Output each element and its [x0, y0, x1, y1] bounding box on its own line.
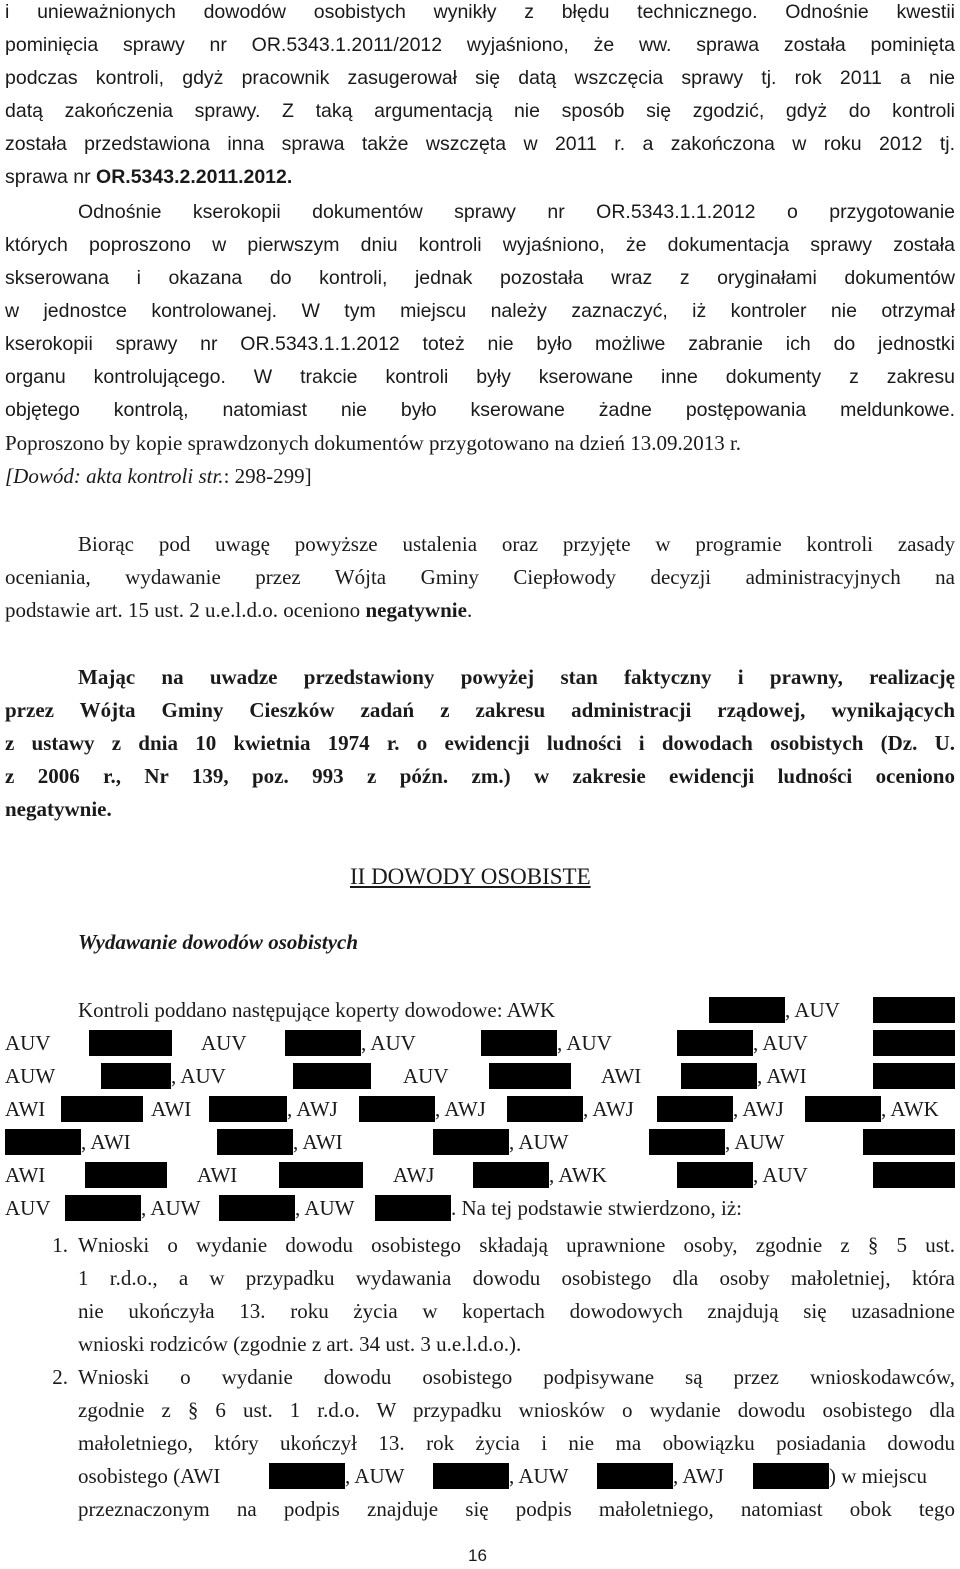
redaction-box [873, 1162, 955, 1188]
redaction-box [359, 1096, 435, 1122]
redaction-box [649, 1129, 725, 1155]
text-fragment: , AWJ [733, 1097, 784, 1121]
redaction-box [657, 1096, 733, 1122]
text-fragment: , AWJ [673, 1464, 724, 1488]
redaction-box [677, 1162, 753, 1188]
text-fragment: Kontroli poddano następujące koperty dowodowe: AWK [78, 998, 556, 1022]
text-fragment: , AUV [753, 1031, 808, 1055]
text-line: i unieważnionych dowodów osobistych wynikły z błędu technicznego. Odnośnie kwestii [5, 1, 955, 23]
evidence-reference [5, 464, 955, 488]
text-line: z 2006 r., Nr 139, poz. 993 z późn. zm.) w zakresie ewidencji ludności oceniono [5, 764, 955, 788]
text-line: Odnośnie kserokopii dokumentów sprawy nr OR.5343.1.1.2012 o przygotowanie [78, 201, 955, 223]
text-line: przeznaczonym na podpis znajduje się podpis małoletniego, natomiast obok tego [78, 1497, 955, 1521]
text-fragment: AUW [5, 1064, 56, 1088]
text-fragment: AWI [197, 1163, 238, 1187]
subsection-heading: Wydawanie dowodów osobistych [78, 930, 359, 954]
text-fragment: AUV [5, 1031, 51, 1055]
list-number: 1. [52, 1233, 68, 1257]
text-line: wnioski rodziców (zgodnie z art. 34 ust. 3 u.e.l.d.o.). [78, 1332, 522, 1356]
redaction-box [279, 1162, 363, 1188]
text-line: objętego kontrolą, natomiast nie było kserowane żadne postępowania meldunkowe. [5, 399, 955, 421]
text-fragment: AWI [5, 1097, 46, 1121]
list-number: 2. [52, 1365, 68, 1389]
text-fragment: , AUW [509, 1464, 569, 1488]
redaction-box [433, 1463, 509, 1489]
redaction-box [873, 1030, 955, 1056]
text-fragment: . Na tej podstawie stwierdzono, iż: [451, 1196, 743, 1220]
text-line: Poproszono by kopie sprawdzonych dokumentów przygotowano na dzień 13.09.2013 r. [5, 431, 742, 455]
text-line: w jednostce kontrolowanej. W tym miejscu należy zaznaczyć, iż kontroler nie otrzymał [5, 300, 955, 322]
text-fragment: , AUW [725, 1130, 785, 1154]
redaction-box [5, 1129, 81, 1155]
redaction-box [805, 1096, 881, 1122]
text-fragment: AUV [5, 1196, 51, 1220]
paragraph-photocopies [5, 200, 955, 440]
redacted-row [5, 1030, 955, 1056]
redaction-box [863, 1129, 955, 1155]
redaction-box [489, 1063, 571, 1089]
paragraph-assessment [5, 532, 955, 622]
text-fragment: , AWK [549, 1163, 607, 1187]
text-fragment: podstawie art. 15 ust. 2 u.e.l.d.o. oceniono [5, 598, 366, 622]
evidence-italic: [Dowód: akta kontroli str. [5, 464, 224, 488]
case-number-bold: OR.5343.2.2011.2012. [96, 166, 293, 188]
paragraph-evidence [5, 431, 955, 491]
redaction-box [61, 1096, 143, 1122]
redaction-box [219, 1195, 295, 1221]
text-line: Mając na uwadze przedstawiony powyżej stan faktyczny i prawny, realizację [78, 665, 955, 689]
redaction-box [481, 1030, 557, 1056]
text-line: zgodnie z § 6 ust. 1 r.d.o. W przypadku wniosków o wydanie dowodu osobistego dla [78, 1398, 955, 1422]
text-fragment: , AWJ [287, 1097, 338, 1121]
text-line: pominięcia sprawy nr OR.5343.1.2011/2012 wyjaśniono, że ww. sprawa została pominięta [5, 34, 955, 56]
redaction-box [65, 1195, 141, 1221]
text-fragment: , AWI [757, 1064, 807, 1088]
redacted-row [5, 1162, 955, 1188]
redaction-box [285, 1030, 361, 1056]
redaction-box [101, 1063, 171, 1089]
text-fragment: , AUV [171, 1064, 226, 1088]
text-line: datą zakończenia sprawy. Z taką argumentacją nie sposób się zgodzić, gdyż do kontroli [5, 100, 955, 122]
redaction-box [85, 1162, 167, 1188]
text-fragment: , AUW [141, 1196, 201, 1220]
text-fragment: , AWI [81, 1130, 131, 1154]
text-fragment: AWI [5, 1163, 46, 1187]
text-fragment: , AUV [361, 1031, 416, 1055]
text-fragment: , AWK [881, 1097, 939, 1121]
text-line: Wnioski o wydanie dowodu osobistego składają uprawnione osoby, zgodnie z § 5 ust. [78, 1233, 955, 1257]
redaction-box [507, 1096, 583, 1122]
text-fragment: AUV [201, 1031, 247, 1055]
rating-bold: negatywnie [365, 598, 467, 622]
redaction-box [709, 997, 785, 1023]
text-line: oceniania, wydawanie przez Wójta Gminy Ciepłowody decyzji administracyjnych na [5, 565, 955, 589]
list-item [5, 1233, 955, 1363]
redaction-box [89, 1030, 172, 1056]
text-fragment: AWI [151, 1097, 192, 1121]
text-fragment: AWI [601, 1064, 642, 1088]
redaction-box [269, 1463, 345, 1489]
redaction-box [375, 1195, 451, 1221]
page-number: 16 [468, 1546, 487, 1565]
text-line: 1 r.d.o., a w przypadku wydawania dowodu osobistego dla osoby małoletniej, która [78, 1266, 955, 1290]
redaction-box [677, 1030, 753, 1056]
text-fragment: , AWJ [435, 1097, 486, 1121]
redacted-row [5, 1129, 955, 1155]
text-line: przez Wójta Gminy Cieszków zadań z zakresu administracji rządowej, wynikających [5, 698, 955, 722]
text-line: których poproszono w pierwszym dniu kontroli wyjaśniono, że dokumentacja sprawy została [5, 234, 955, 256]
text-fragment: , AUV [785, 998, 840, 1022]
text-line: z ustawy z dnia 10 kwietnia 1974 r. o ewidencji ludności i dowodach osobistych (Dz. U. [5, 731, 955, 755]
evidence-pages: : 298-299] [223, 464, 312, 488]
redaction-box [597, 1463, 673, 1489]
text-line: kserokopii sprawy nr OR.5343.1.1.2012 toteż nie było możliwe zabranie ich do jednostki [5, 333, 955, 355]
text-fragment: , AUV [557, 1031, 612, 1055]
text-fragment: , AWI [293, 1130, 343, 1154]
text-line: organu kontrolującego. W trakcie kontroli były kserowane inne dokumenty z zakresu [5, 366, 955, 388]
section-heading: II DOWODY OSOBISTE [350, 864, 591, 889]
redacted-row [5, 1063, 955, 1089]
text-line [5, 165, 955, 189]
redaction-box [293, 1063, 371, 1089]
text-fragment: , AUW [295, 1196, 355, 1220]
list-item [5, 1365, 955, 1535]
redaction-box [681, 1063, 757, 1089]
paragraph-conclusion [5, 665, 955, 825]
text-fragment: osobistego (AWI [78, 1464, 221, 1488]
text-fragment: , AUV [753, 1163, 808, 1187]
redaction-box [753, 1463, 829, 1489]
text-fragment: sprawa nr [5, 166, 97, 188]
redacted-row [5, 1463, 955, 1489]
redaction-box [209, 1096, 287, 1122]
text-line: negatywnie. [5, 797, 112, 821]
redacted-row [5, 1195, 955, 1221]
redaction-box [473, 1162, 549, 1188]
text-line: podczas kontroli, gdyż pracownik zasugerował się datą wszczęcia sprawy tj. rok 2011 a nie [5, 67, 955, 89]
text-line: Biorąc pod uwagę powyższe ustalenia oraz przyjęte w programie kontroli zasady [78, 532, 955, 556]
text-fragment: AWJ [393, 1163, 435, 1187]
text-line: małoletniego, który ukończył 13. rok życia i nie ma obowiązku posiadania dowodu [78, 1431, 955, 1455]
redaction-box [217, 1129, 293, 1155]
text-fragment: ) w miejscu [829, 1464, 927, 1488]
redaction-box [433, 1129, 509, 1155]
text-fragment: , AUW [345, 1464, 405, 1488]
text-line [5, 598, 955, 622]
text-line: nie ukończyła 13. roku życia w kopertach dowodowych znajdują się uzasadnione [78, 1299, 955, 1323]
text-line: skserowana i okazana do kontroli, jednak pozostała wraz z oryginałami dokumentów [5, 267, 955, 289]
redaction-box [873, 1063, 955, 1089]
text-line: została przedstawiona inna sprawa także wszczęta w 2011 r. a zakończona w roku 2012 tj. [5, 133, 955, 155]
text-fragment: , AWJ [583, 1097, 634, 1121]
redacted-row [5, 997, 955, 1023]
text-fragment: , AUW [509, 1130, 569, 1154]
redacted-row [5, 1096, 955, 1122]
text-fragment: AUV [403, 1064, 449, 1088]
text-fragment: . [466, 598, 473, 622]
text-line: Wnioski o wydanie dowodu osobistego podpisywane są przez wnioskodawców, [78, 1365, 955, 1389]
redaction-box [873, 997, 955, 1023]
paragraph-explanation [5, 0, 955, 190]
